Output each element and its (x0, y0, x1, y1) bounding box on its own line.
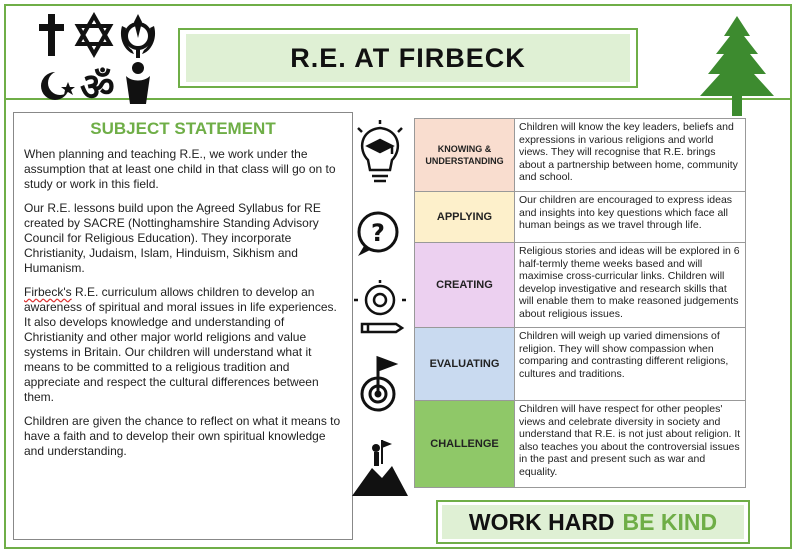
statement-paragraph-3 (24, 285, 342, 405)
subject-statement-panel (13, 112, 353, 540)
row-label-evaluating: EVALUATING (415, 328, 515, 400)
table-row (414, 118, 746, 191)
crescent-icon (41, 71, 75, 100)
statement-paragraph-4: Children are given the chance to reflect on what it means to have a faith and to develop their own spiritual knowledge and understanding. (24, 414, 341, 458)
spellcheck-word: Firbeck's (24, 285, 72, 299)
table-row (414, 242, 746, 327)
om-icon: ॐ (80, 65, 115, 106)
star-of-david-icon (78, 16, 110, 54)
row-text-knowing: Children will know the key leaders, beliefs and expressions in various religions and world views. They will recognise that R.E. brings about a partnership between home, community and school. (519, 121, 738, 183)
tree-logo-icon (696, 14, 778, 118)
row-text-applying: Our children are encouraged to express ideas and insights into key questions which face all human beings as we travel through life. (519, 194, 733, 231)
motto-work-hard: WORK HARD (468, 508, 615, 535)
question-icon (358, 213, 397, 256)
page-title: R.E. AT FIRBECK (290, 42, 526, 73)
table-row (414, 191, 746, 242)
table-row (414, 327, 746, 400)
skills-table (414, 118, 746, 488)
row-label-applying: APPLYING (415, 192, 515, 242)
row-label-creating: CREATING (415, 243, 515, 327)
creative-pencil-icon (354, 280, 406, 332)
humanist-icon (126, 62, 150, 104)
statement-paragraph-1: When planning and teaching R.E., we work under the assumption that at least one child in that class will go on to study or work in this field. (24, 147, 336, 191)
statement-heading: SUBJECT STATEMENT (90, 119, 276, 138)
svg-text:?: ? (371, 219, 385, 247)
religious-symbols-icon (38, 12, 166, 106)
cross-icon (39, 14, 64, 56)
statement-paragraph-2: Our R.E. lessons build upon the Agreed Syllabus for RE created by SACRE (Nottinghamshire Standing Advisory Council for Religious Education). They incorporate Christianity, Judaism, Islam, Hinduism, Sikhism and Humanism. (24, 201, 321, 275)
row-label-challenge: CHALLENGE (415, 401, 515, 487)
motto-be-kind: BE KIND (622, 508, 718, 535)
lightbulb-graduate-icon (358, 120, 402, 181)
statement-paragraph-3-text: R.E. curriculum allows children to develop an awareness of spiritual and moral issues in life experiences. It also develops knowledge and understanding of Christianity and other major world religions and value systems in Britain. Our children will understand what it means to be committed to a religious tradition and appreciate and respect the cultural differences between them. (24, 285, 337, 404)
row-text-creating: Religious stories and ideas will be explored in 6 half-termly theme weeks based and will maximise cross-curricular links. Children will develop investigative and research skills that will enable them to make reasoned judgements about religious issues. (519, 245, 740, 320)
motto-banner (436, 500, 750, 544)
row-label-knowing: KNOWING & UNDERSTANDING (415, 119, 515, 191)
skill-icons-column (352, 120, 408, 500)
row-text-challenge: Children will have respect for other peoples' views and celebrate diversity in society and understand that R.E. is not just about religion. It also teaches you about the controversial issues in the past and present such as war and equality. (519, 403, 741, 478)
summit-climber-icon (352, 440, 408, 496)
target-flag-icon (362, 358, 394, 410)
table-row (414, 400, 746, 488)
khanda-icon (121, 14, 155, 58)
title-banner (178, 28, 638, 88)
row-text-evaluating: Children will weigh up varied dimensions of religion. They will show compassion when comparing and contrasting different religions, cultures and traditions. (519, 330, 729, 380)
